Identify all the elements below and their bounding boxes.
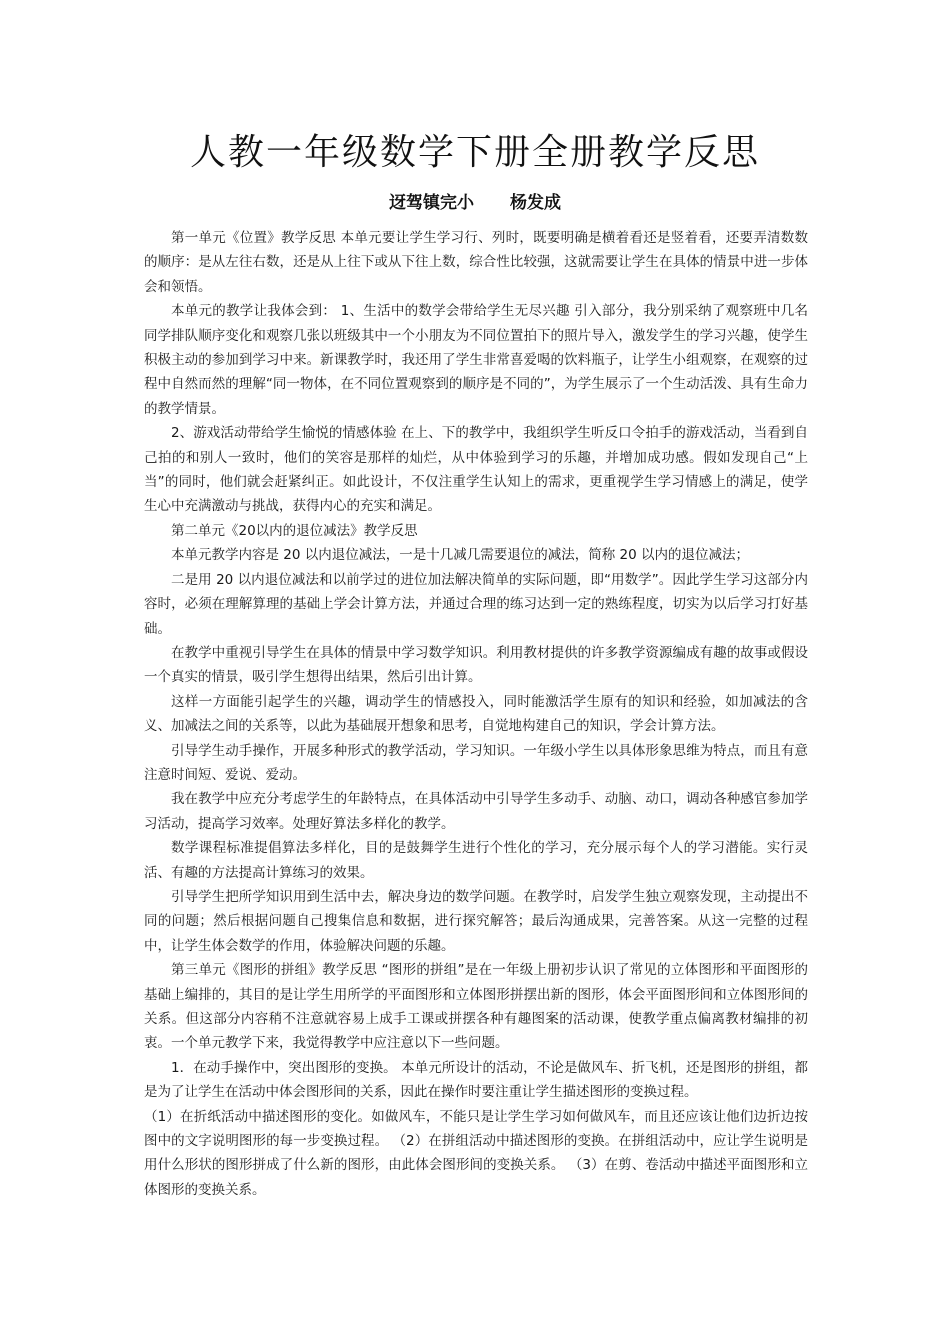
- paragraph: 引导学生动手操作，开展多种形式的教学活动，学习知识。一年级小学生以具体形象思维为特点，而且有意注意时间短、爱说、爱动。: [144, 742, 808, 783]
- author-school: 迓驾镇完小: [389, 193, 474, 213]
- paragraph: 1．在动手操作中，突出图形的变换。 本单元所设计的活动，不论是做风车、折飞机，还是图形的拼组，都是为了让学生在活动中体会图形间的关系，因此在操作时要注重让学生描述图形的变换过程。: [144, 1059, 808, 1101]
- paragraph: 引导学生把所学知识用到生活中去，解决身边的数学问题。在教学时，启发学生独立观察发现，主动提出不同的问题；然后根据问题自己搜集信息和数据，进行探究解答；最后沟通成果，完善答案。从这一完整的过程中，让学生体会数学的作用，体验解决问题的乐趣。: [144, 888, 808, 954]
- paragraph: 第三单元《图形的拼组》教学反思 “图形的拼组”是在一年级上册初步认识了常见的立体图形和平面图形的基础上编排的，其目的是让学生用所学的平面图形和立体图形拼摆出新的图形，体会平面图形间和立体图形间的关系。但这部分内容稍不注意就容易上成手工课或拼摆各种有趣图案的活动课，使教学重点偏离教材编排的初衷。一个单元教学下来，我觉得教学中应注意以下一些问题。: [144, 962, 808, 1052]
- paragraph: 第二单元《20以内的退位减法》教学反思: [171, 522, 418, 539]
- paragraph: （1）在折纸活动中描述图形的变化。如做风车，不能只是让学生学习如何做风车，而且还应该让他们边折边按图中的文字说明图形的每一步变换过程。 （2）在拼组活动中描述图形的变换。在拼组活动中，应让学生说明是用什么形状的图形拼成了什么新的图形，由此体会图形间的变换关系。 （3）在剪、卷活动中描述平面图形和立体图形的变换关系。: [144, 1108, 808, 1198]
- author-line: [0, 188, 950, 213]
- document-title: 人教一年级数学下册全册教学反思: [189, 132, 760, 173]
- paragraph: 2、游戏活动带给学生愉悦的情感体验 在上、下的教学中，我组织学生听反口令拍手的游戏活动，当看到自己拍的和别人一致时，他们的笑容是那样的灿烂，从中体验到学习的乐趣，并增加成功感。假如发现自己“上当”的同时，他们就会赶紧纠正。如此设计，不仅注重学生认知上的需求，更重视学生学习情感上的满足，使学生心中充满激动与挑战，获得内心的充实和满足。: [144, 425, 808, 515]
- paragraph: 在教学中重视引导学生在具体的情景中学习数学知识。利用教材提供的许多教学资源编成有趣的故事或假设一个真实的情景，吸引学生想得出结果，然后引出计算。: [144, 644, 808, 686]
- paragraph: 数学课程标准提倡算法多样化，目的是鼓舞学生进行个性化的学习，充分展示每个人的学习潜能。实行灵活、有趣的方法提高计算练习的效果。: [144, 840, 808, 881]
- author-name: 杨发成: [510, 193, 561, 213]
- paragraph: 第一单元《位置》教学反思 本单元要让学生学习行、列时，既要明确是横着看还是竖着看，还要弄清数数的顺序：是从左往右数，还是从上往下或从下往上数，综合性比较强，这就需要让学生在具体的情景中进一步体会和领悟。: [144, 230, 808, 295]
- paragraph: 本单元教学内容是 20 以内退位减法，一是十几减几需要退位的减法，简称 20 以内的退位减法；: [171, 547, 750, 564]
- paragraph: 本单元的教学让我体会到： 1、生活中的数学会带给学生无尽兴趣 引入部分，我分别采纳了观察班中几名同学排队顺序变化和观察几张以班级其中一个小朋友为不同位置拍下的照片导入，激发学生的学习兴趣，使学生积极主动的参加到学习中来。新课教学时，我还用了学生非常喜爱喝的饮料瓶子，让学生小组观察，在观察的过程中自然而然的理解“同一物体，在不同位置观察到的顺序是不同的”，为学生展示了一个生动活泼、具有生命力的教学情景。: [144, 303, 808, 417]
- paragraph: 我在教学中应充分考虑学生的年龄特点，在具体活动中引导学生多动手、动脑、动口，调动各种感官参加学习活动，提高学习效率。处理好算法多样化的教学。: [144, 791, 808, 832]
- document-body: [144, 226, 808, 1202]
- paragraph: 二是用 20 以内退位减法和以前学过的进位加法解决简单的实际问题，即“用数学”。因此学生学习这部分内容时，必须在理解算理的基础上学会计算方法，并通过合理的练习达到一定的熟练程度，切实为以后学习打好基础。: [144, 571, 808, 637]
- paragraph: 这样一方面能引起学生的兴趣，调动学生的情感投入，同时能激活学生原有的知识和经验，如加减法的含义、加减法之间的关系等，以此为基础展开想象和思考，自觉地构建自己的知识，学会计算方法。: [144, 693, 808, 735]
